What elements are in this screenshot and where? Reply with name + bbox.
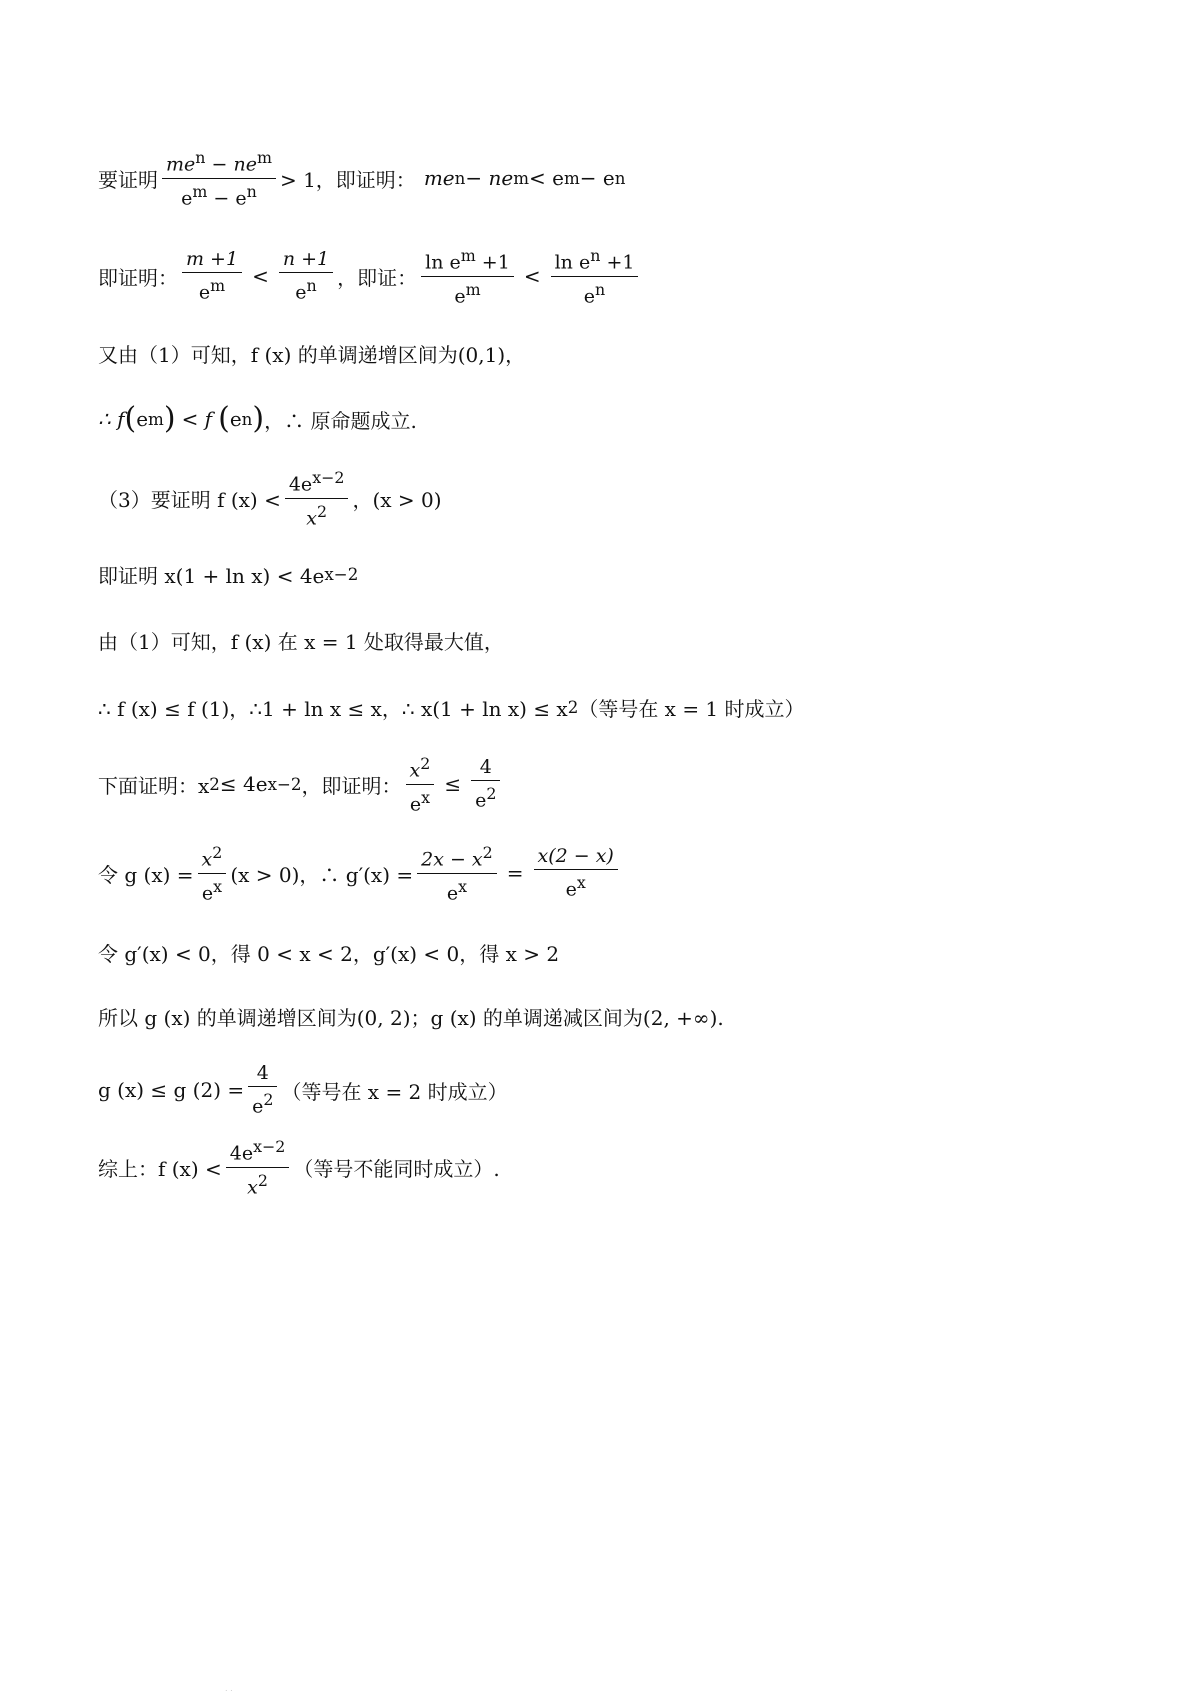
text: > 1，即证明：	[279, 167, 416, 192]
text: 即证明：	[98, 265, 178, 290]
proof-line-6: 即证明 x(1 + ln x) < 4e x−2	[98, 563, 359, 588]
proof-line-5: （3）要证明 f (x) < $\frac{4e^{x-2}}{x^2}$ ，(x > 0)	[98, 468, 1118, 528]
fraction: $\frac{4e^{x-2}}{x^2}$	[226, 1134, 290, 1200]
proof-line-2: 即证明： $\frac{m +1}{e^m}$ < $\frac{n +1}{e^n}$ ，即证： $\frac{\ln e^m +1}{e^m}$ < $\frac{\ln e^n +1}{e^n}$	[98, 246, 1118, 306]
proof-line-10: 令 g (x) = $\frac{x^2}{e^x}$ (x > 0)，∴ g′(x) = $\frac{2x - x^2}{e^x}$ = $\frac{x(2 - x)}{e^x}$	[98, 843, 1118, 903]
text: 要证明	[98, 167, 158, 192]
text: ，即证：	[337, 265, 418, 290]
fraction: $\frac{2x - x^2}{e^x}$	[417, 840, 497, 906]
proof-line-1: 要证明 $\frac{me^n - ne^m}{e^m - e^n}$ > 1，即证明： me n − ne m < e m − e n	[98, 148, 1118, 208]
proof-line-7: 由（1）可知，f (x) 在 x = 1 处取得最大值，	[98, 629, 504, 654]
fraction: $\frac{x(2 - x)}{e^x}$	[534, 843, 618, 902]
fraction: $\frac{n +1}{e^n}$	[279, 246, 333, 305]
proof-line-3: 又由（1）可知，f (x) 的单调递增区间为(0,1)，	[98, 342, 526, 367]
fraction: $\frac{4}{e^2}$	[248, 1060, 277, 1119]
fraction: $\frac{me^n - ne^m}{e^m - e^n}$	[162, 145, 276, 211]
fraction: $\frac{x^2}{e^x}$	[198, 840, 227, 906]
proof-line-14: 综上：f (x) < $\frac{4e^{x-2}}{x^2}$ （等号不能同时成立）.	[98, 1137, 1118, 1197]
fraction: $\frac{4}{e^2}$	[471, 754, 500, 813]
fraction: $\frac{4e^{x-2}}{x^2}$	[285, 465, 349, 531]
fraction: $\frac{\ln e^m +1}{e^m}$	[421, 243, 514, 309]
fraction: $\frac{x^2}{e^x}$	[406, 751, 435, 817]
proof-line-9: 下面证明：x 2 ≤ 4e x−2 ，即证明： $\frac{x^2}{e^x}$ ≤ $\frac{4}{e^2}$	[98, 754, 1118, 814]
proof-line-12: 所以 g (x) 的单调递增区间为(0, 2)；g (x) 的单调递减区间为(2, +∞).	[98, 1005, 724, 1030]
proof-line-13: g (x) ≤ g (2) = $\frac{4}{e^2}$ （等号在 x = 2 时成立）	[98, 1062, 508, 1118]
proof-line-4: ∴ f ( e m ) < f ( e n ) ，∴ 原命题成立.	[98, 401, 417, 436]
page-footer-mark: . .	[225, 1684, 233, 1693]
proof-line-8: ∴ f (x) ≤ f (1)，∴1 + ln x ≤ x，∴ x(1 + ln x) ≤ x 2 （等号在 x = 1 时成立）	[98, 696, 805, 721]
fraction: $\frac{\ln e^n +1}{e^n}$	[551, 243, 639, 309]
fraction: $\frac{m +1}{e^m}$	[182, 246, 242, 305]
proof-line-11: 令 g′(x) < 0，得 0 < x < 2，g′(x) < 0，得 x > 2	[98, 941, 560, 966]
